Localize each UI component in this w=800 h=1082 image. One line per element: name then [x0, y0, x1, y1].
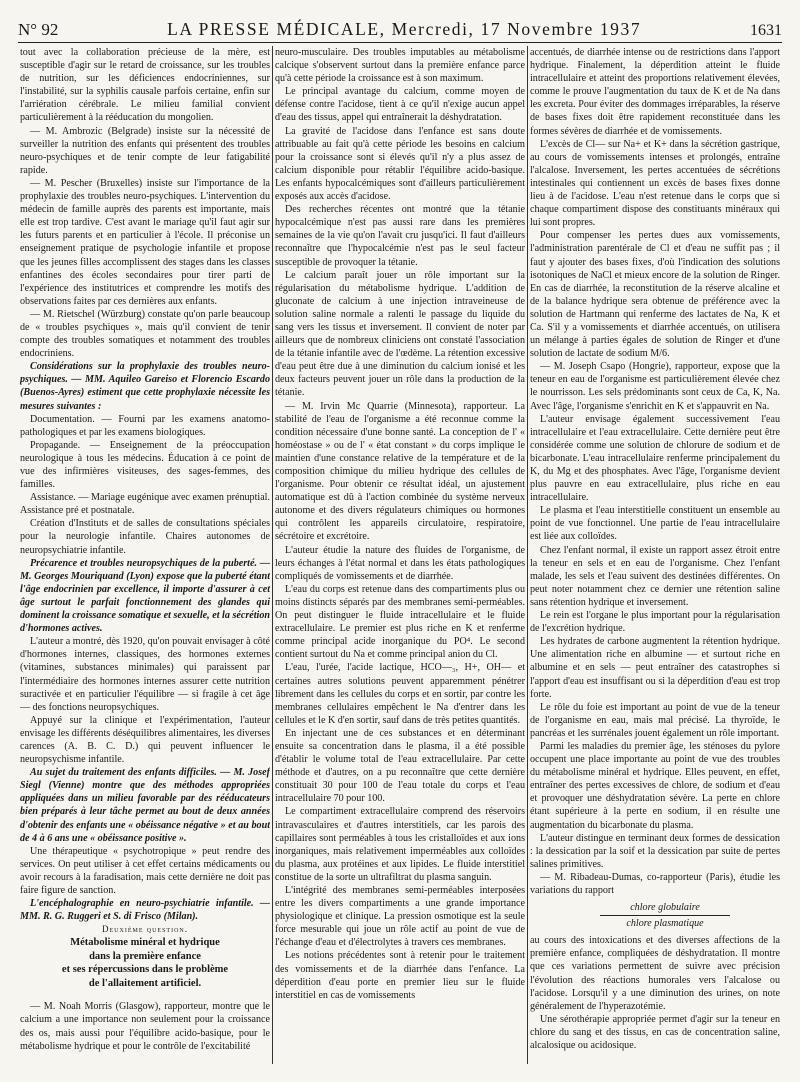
paragraph: Propagande. — Enseignement de la préoccupation neurologique à tous les médecins. Éducation à ce point de vue des infirmières visiteuses, des sages-femmes, des familles.: [20, 439, 271, 491]
paragraph: Le rein est l'organe le plus important pour la régularisation de l'excrétion hydrique.: [530, 610, 781, 635]
paragraph: — M. Ribadeau-Dumas, co-rapporteur (Paris), étudie les variations du rapport: [530, 871, 781, 896]
subsection-paragraph: Précarence et troubles neuropsychiques de la puberté. — M. Georges Mouriquand (Lyon) expose que la puberté étant l'âge endocrinien par excellence, il importe d'assurer à cet âge surtout le parfait fonctionnement des glandes qui dominent la croissance somatique et sexuelle, et la sécrétion d'hormones actives.: [20, 557, 271, 635]
paragraph: Appuyé sur la clinique et l'expérimentation, l'auteur envisage les différents déséquilibres alimentaires, les diverses carences (A. B. C. D.) qui peuvent influencer le neuropsychisme infantile.: [20, 714, 271, 766]
column-1: [20, 46, 270, 1064]
subsection-paragraph: Considérations sur la prophylaxie des troubles neuro-psychiques. — MM. Aquileo Gareiso et Florencio Escardo (Buenos-Ayres) estiment que cette prophylaxie nécessite les mesures suivantes :: [20, 361, 271, 412]
paragraph: Les notions précédentes sont à retenir pour le traitement des vomissements et de la diarrhée dans l'enfance. La déperdition d'eau porte en premier lieu sur le fluide interstitiel en cas de vomissements: [275, 950, 526, 1001]
paragraph: En injectant une de ces substances et en déterminant ensuite sa concentration dans le plasma, il a été possible d'établir le volume total de l'eau extracellulaire. Par cette méthode et d'autres, on a pu reconnaître que cette dernière constituait 30 pour 100 de l'eau totale du corps et l'eau intracellulaire 70 pour 100.: [275, 727, 526, 805]
paragraph: — M. Joseph Csapo (Hongrie), rapporteur, expose que la teneur en eau de l'organisme est particulièrement élevée chez le nourrisson. Les sels prédominants sont ceux de Ca, K, Na. Avec l'âge, l'organisme s'enrichit en K et s'appauvrit en Na.: [530, 361, 781, 412]
section-heading: [20, 936, 270, 990]
paragraph: Une sérothérapie appropriée permet d'agir sur la teneur en chlore du sang et des tissus, en cas de concentration saline, alcalosique ou acidosique.: [530, 1013, 781, 1052]
formula-denominator: chlore plasmatique: [626, 918, 704, 930]
paragraph: L'auteur étudie la nature des fluides de l'organisme, de leurs échanges à l'état normal et dans les états pathologiques compliqués de vomissements et de diarrhée.: [275, 544, 526, 582]
paragraph: Le principal avantage du calcium, comme moyen de défense contre l'acidose, tient à ce qu'il n'exige aucun appel d'eau des tissus, appel qui entraînerait la déshydratation.: [275, 86, 526, 124]
paragraph: Assistance. — Mariage eugénique avec examen prénuptial. Assistance pré et postnatale.: [20, 492, 271, 517]
paragraph: tout avec la collaboration précieuse de la mère, est susceptible d'agir sur le retard de croissance, sur les troubles de nutrition, sur les déficiences endocriniennes, sur l'instabilité, sur la syphilis causale parfois certaine, enfin sur l'arriération cérébrale. Le milieu familial convient particulièrement à la rééducation du mongolien.: [20, 47, 271, 124]
paragraph: Chez l'enfant normal, il existe un rapport assez étroit entre la teneur en sels et en eau de l'organisme. Chez l'enfant malade, les sels et l'eau suivent des destinées différentes. On peut noter notamment chez ce dernier une rétention saline sans rétention hydrique et inversement.: [530, 544, 781, 608]
paragraph: L'intégrité des membranes semi-perméables interposées entre les divers compartiments a une grande importance physiologique et clinique. La pression osmotique est la seule force mesurable qui joue un rôle actif au point de vue de l'échange d'eau et d'électrolytes à travers ces membranes.: [275, 885, 526, 949]
ratio-formula: [600, 901, 730, 930]
paragraph: — M. Noah Morris (Glasgow), rapporteur, montre que le calcium a une importance non seulement pour la croissance des os, mais aussi pour l'équilibre acido-basique, pour le métabolisme hydrique et pour le contrôle de l'excitabilité: [20, 1001, 271, 1052]
column-divider: [272, 46, 273, 1064]
column-3: [530, 46, 780, 1064]
subsection-paragraph: Au sujet du traitement des enfants difficiles. — M. Josef Siegl (Vienne) montre que des méthodes appropriées appliquées dans un milieu favorable par des rééducateurs bien préparés à leur tâche permet au bout de deux années d'obtenir des enfants une « obéissance négative » et au bout de 4 à 6 ans une « obéissance positive ».: [20, 767, 271, 844]
journal-title: LA PRESSE MÉDICALE, Mercredi, 17 Novembre 1937: [167, 19, 642, 39]
paragraph: L'excès de Cl— sur Na+ et K+ dans la sécrétion gastrique, au cours de vomissements intenses et prolongés, entraîne l'alcalose. Inversement, les pertes accentuées de sécrétions intestinales qui contiennent un excès de bases fixes donne lieu à de l'acidose. L'eau n'est retenue dans le corps que si chaque compartiment dispose des constituants minéraux qui lui sont propres.: [530, 138, 781, 229]
paragraph: Le calcium paraît jouer un rôle important sur la régularisation du métabolisme hydrique. L'addition de gluconate de calcium à une injection intraveineuse de solution saline normale a ralenti le passage du liquide du sang vers les tissus et inversement. Il convient de noter par ailleurs que de nombreux cliniciens ont constaté l'association de la tétanie infantile avec de l'œdème. La rétention excessive d'eau peut être due à une diminution du calcium ionisé et les deux facteurs peuvent jouer un rôle dans la production de la tétanie.: [275, 269, 526, 399]
column-2: [275, 46, 525, 1064]
paragraph: Documentation. — Fourni par les examens anatomo-pathologiques et par les examens biologiques.: [20, 413, 271, 438]
paragraph: L'auteur distingue en terminant deux formes de dessication : la dessication par la soif et la dessication par suite de pertes salines primitives.: [530, 832, 781, 870]
column-divider: [527, 46, 528, 1064]
heading-line: Métabolisme minéral et hydrique: [70, 937, 220, 949]
heading-line: dans la première enfance: [89, 950, 201, 962]
paragraph: — M. Pescher (Bruxelles) insiste sur l'importance de la prophylaxie des troubles neuro-psychiques. L'intervention du médecin de famille auprès des parents est importante, mais elle est trop tardive. C'est avant le mariage qu'il faut agir sur les futurs parents et en particulier à l'école. Il préconise un enseignement pratique de psychologie infantile et propose que les jeunes filles accomplissent des stages dans les classes enfantines des écoles secondaires pour tirer parti de l'expérience des institutrices et comprendre les motifs des observations faites par ces dernières aux enfants.: [20, 177, 271, 307]
paragraph: — M. Irvin Mc Quarrie (Minnesota), rapporteur. La stabilité de l'eau de l'organisme a été reconnue comme la condition nécessaire d'une bonne santé. La conception de l' « homéostase » ou de l' « état constant » du corps implique le maintien d'une constance relative de la température et de la composition chimique du milieu hydrique des cellules de l'organisme. Pour obtenir ce résultat idéal, un ajustement automatique est dû à l'action combinée du système nerveux autonome et des divers régulateurs chimiques ou hormones qui contrôlent les appareils circulatoire, respiratoire, sécrétoire et excrétoire.: [275, 400, 526, 543]
paragraph: Le plasma et l'eau interstitielle constituent un ensemble au point de vue fonctionnel. Une partie de l'eau intracellulaire est liée aux colloïdes.: [530, 505, 781, 543]
question-label: Deuxième question.: [102, 924, 188, 935]
formula-numerator: chlore globulaire: [600, 901, 730, 916]
paragraph: Une thérapeutique « psychotropique » peut rendre des services. On peut utiliser à cet effet certains médicaments ou avoir recours à la faradisation, mais cette dernière ne doit pas faire figure de sanction.: [20, 845, 271, 896]
paragraph: — M. Rietschel (Würzburg) constate qu'on parle beaucoup de « troubles psychiques », mais qu'il convient de tenir compte des troubles somatiques et notamment des troubles endocriniens.: [20, 308, 271, 360]
heading-line: de l'allaitement artificiel.: [88, 977, 202, 989]
paragraph: L'eau, l'urée, l'acide lactique, HCO—₃, H+, OH— et certaines autres solutions peuvent apparemment pénétrer librement dans les cellules du corps et en sortir, par contre les membranes cellulaires empêchent le Na d'entrer dans les cellules et le K d'en sortir, sauf dans de très petites quantités.: [275, 662, 526, 726]
paragraph: L'eau du corps est retenue dans des compartiments plus ou moins distincts séparés par des membranes semi-perméables. On peut distinguer le fluide intracellulaire et le fluide extracellulaire. Le premier est plus riche en K et renferme comme principal acide inorganique du PO⁴. Le second contient surtout du Na et comme principal anion du Cl.: [275, 583, 526, 661]
subsection-paragraph: L'encéphalographie en neuro-psychiatrie infantile. — MM. R. G. Ruggeri et S. di Frisco (Milan).: [20, 898, 271, 923]
paragraph: Le compartiment extracellulaire comprend des réservoirs intravasculaires et d'autres interstitiels, car les parois des capillaires sont perméables à tous les cristalloïdes et aux ions inorganiques, mais relativement imperméables aux colloïdes du plasma, aux protéines et aux lipides. Le fluide interstitiel constitue de la sorte un ultrafiltrat du plasma sanguin.: [275, 806, 526, 883]
issue-number: N° 92: [18, 20, 59, 39]
heading-line: et ses répercussions dans le problème: [61, 964, 229, 976]
paragraph: au cours des intoxications et des diverses affections de la première enfance, compliquées de déshydratation. Il montre que ces variations permettent de suivre avec précision l'évolution des réactions humorales vers l'alcalose ou l'acidose. Lorsqu'il y a une diminution des urines, on note généralement de l'hyperazotémie.: [530, 935, 781, 1012]
paragraph: Le rôle du foie est important au point de vue de la teneur de l'organisme en eau, mais mal précisé. La thyroïde, le pancréas et les surrénales jouent également un rôle important.: [530, 701, 781, 739]
paragraph: Parmi les maladies du premier âge, les sténoses du pylore occupent une place importante au point de vue des troubles du métabolisme minéral et hydrique. Elles peuvent, en effet, entraîner des pertes excessives de chlore, de sodium et d'eau et provoquer une déshydratation sévère. La perte en chlore étant supérieure à la perte en sodium, il en résulte une augmentation du bicarbonate du plasma.: [530, 740, 781, 831]
paragraph: Pour compenser les pertes dues aux vomissements, l'administration parentérale de Cl et d'eau ne suffit pas ; il faut y ajouter des bases fixes, d'où l'indication des solutions isotoniques de NaCl et mieux encore de la solution de Ringer. En cas de diarrhée, la reconstitution de la réserve alcaline et de la balance hydrique sera obtenue de préférence avec la solution de Hartmann qui renferme des lactates de Na, K et Ca. S'il y a vomissements et diarrhée accentués, on utilisera un mélange à parties égales de solution de Ringer et d'une solution de lactate de sodium M/6.: [530, 230, 781, 360]
paragraph: Des recherches récentes ont montré que la tétanie hypocalcémique n'est pas aussi rare dans les premières semaines de la vie qu'on l'avait cru jusqu'ici. Il faut d'ailleurs reconnaître que l'hypocalcémie n'est pas le seul facteur susceptible de provoquer la tétanie.: [275, 204, 526, 268]
page-number: 1631: [750, 22, 782, 39]
article-columns: [20, 46, 780, 1064]
paragraph: — M. Ambrozic (Belgrade) insiste sur la nécessité de surveiller la nutrition des enfants qui présentent des troubles neuro-psychiques et de tenir compte de leur fatigabilité rapide.: [20, 125, 271, 176]
paragraph: neuro-musculaire. Des troubles imputables au métabolisme calcique s'observent surtout dans la première enfance parce qu'à cette période la croissance est à son maximum.: [275, 47, 526, 85]
page-header: [18, 10, 782, 43]
paragraph: accentués, de diarrhée intense ou de restrictions dans l'apport hydrique. Finalement, la déperdition atteint le fluide intracellulaire et atteint des proportions relativement élevées, comme le prouve l'augmentation du taux de K et de Na dans les excreta. Pour éviter des dommages irréparables, la réserve de bases fixes doit être rapidement reconstituée dans les formes sévères de diarrhée et de vomissements.: [530, 47, 781, 137]
paragraph: L'auteur envisage également successivement l'eau intracellulaire et l'eau extracellulaire. Cette dernière peut être considérée comme une solution de chlorure de sodium et de bicarbonate. L'eau intracellulaire renferme principalement du K, du Mg et des phosphates. Avec l'âge, l'organisme devient plus pauvre en eau extracellulaire, plus riche en eau intracellulaire.: [530, 413, 781, 504]
paragraph: L'auteur a montré, dès 1920, qu'on pouvait envisager à côté d'hormones internes, classiques, des hormones externes (vitamines, substances minimales) qui paraissent par l'intermédiaire des hormones internes assurer cette nutrition suractivée et en particulier l'équilibre — si fragile à cet âge — des fonctions neuropsychiques.: [20, 636, 271, 713]
paragraph: La gravité de l'acidose dans l'enfance est sans doute attribuable au fait qu'à cette période les besoins en calcium pour la croissance sont si élevés qu'il n'y a plus assez de calcium disponible pour rétablir l'équilibre acido-basique. Les enfants hypocalcémiques sont d'ailleurs particulièrement exposés aux accès d'acidose.: [275, 125, 526, 203]
paragraph: Création d'Instituts et de salles de consultations spéciales pour la neurologie infantile. Chaires autonomes de neuropsychiatrie infantile.: [20, 518, 271, 556]
paragraph: Les hydrates de carbone augmentent la rétention hydrique. Une alimentation riche en albumine — et surtout riche en albumine et en sels — peut entraîner des catastrophes si l'apport d'eau est insuffisant ou si la déperdition d'eau est trop forte.: [530, 636, 781, 700]
